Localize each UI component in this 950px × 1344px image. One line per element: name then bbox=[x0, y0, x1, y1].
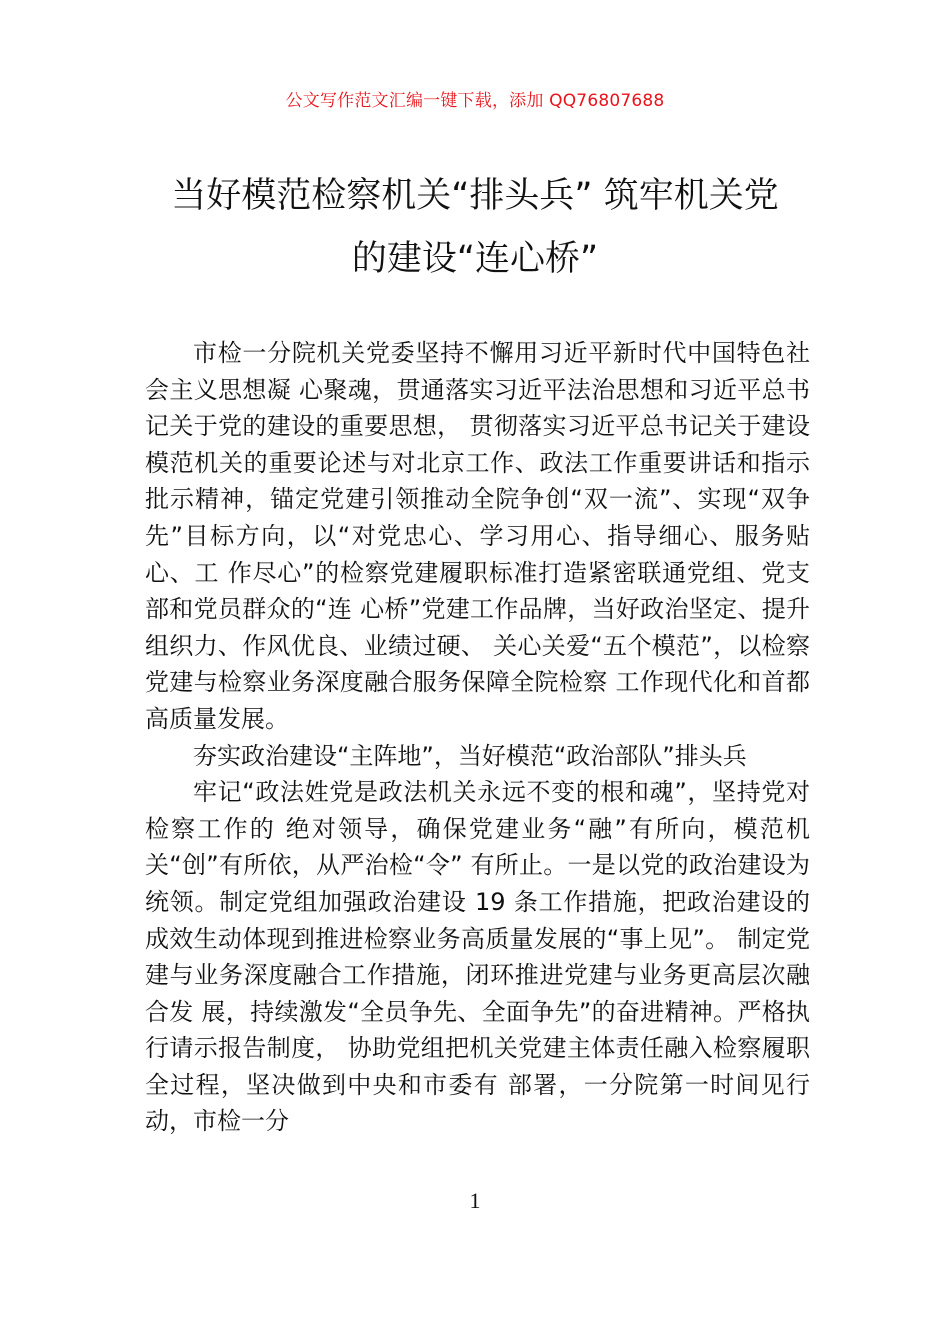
section-heading: 夯实政治建设“主阵地”，当好模范“政治部队”排头兵 bbox=[193, 741, 747, 770]
title-line-2: 的建设“连心桥” bbox=[351, 239, 599, 279]
paragraph-intro: 市检一分院机关党委坚持不懈用习近平新时代中国特色社会主义思想凝 心聚魂，贯通落实习近平法治思想和习近平总书记关于党的建设的重要思想， 贯彻落实习近平总书记关于建设模范机关的重要论述与对北京工作、政法工作重要讲话和指示批示精神，锚定党建引领推动全院争创“双一流”、实现“双争先”目标方向，以“对党忠心、学习用心、指导细心、服务贴心、工 作尽心”的检察党建履职标准打造紧密联通党组、党支部和党员群众的“连 心桥”党建工作品牌，当好政治坚定、提升组织力、作风优良、业绩过硬、 关心关爱“五个模范”，以检察党建与检察业务深度融合服务保障全院检察 工作现代化和首都高质量发展。 bbox=[145, 339, 810, 733]
document-body bbox=[145, 335, 810, 1140]
title-line-1: 当好模范检察机关“排头兵” 筑牢机关党 bbox=[171, 176, 779, 216]
page-number: 1 bbox=[469, 1188, 481, 1213]
download-notice: 公文写作范文汇编一键下载，添加 QQ76807688 bbox=[285, 91, 665, 111]
document-title bbox=[100, 165, 850, 291]
paragraph-section-1: 牢记“政法姓党是政法机关永远不变的根和魂”，坚持党对检察工作的 绝对领导，确保党建业务“融”有所向，模范机关“创”有所依，从严治检“令” 有所止。一是以党的政治建设为统领。制定党组加强政治建设 19 条工作措施，把政治建设的成效生动体现到推进检察业务高质量发展的“事上见”。 制定党建与业务深度融合工作措施，闭环推进党建与业务更高层次融合发 展，持续激发“全员争先、全面争先”的奋进精神。严格执行请示报告制度， 协助党组把机关党建主体责任融入检察履职全过程，坚决做到中央和市委有 部署，一分院第一时间见行动，市检一分 bbox=[145, 778, 810, 1136]
